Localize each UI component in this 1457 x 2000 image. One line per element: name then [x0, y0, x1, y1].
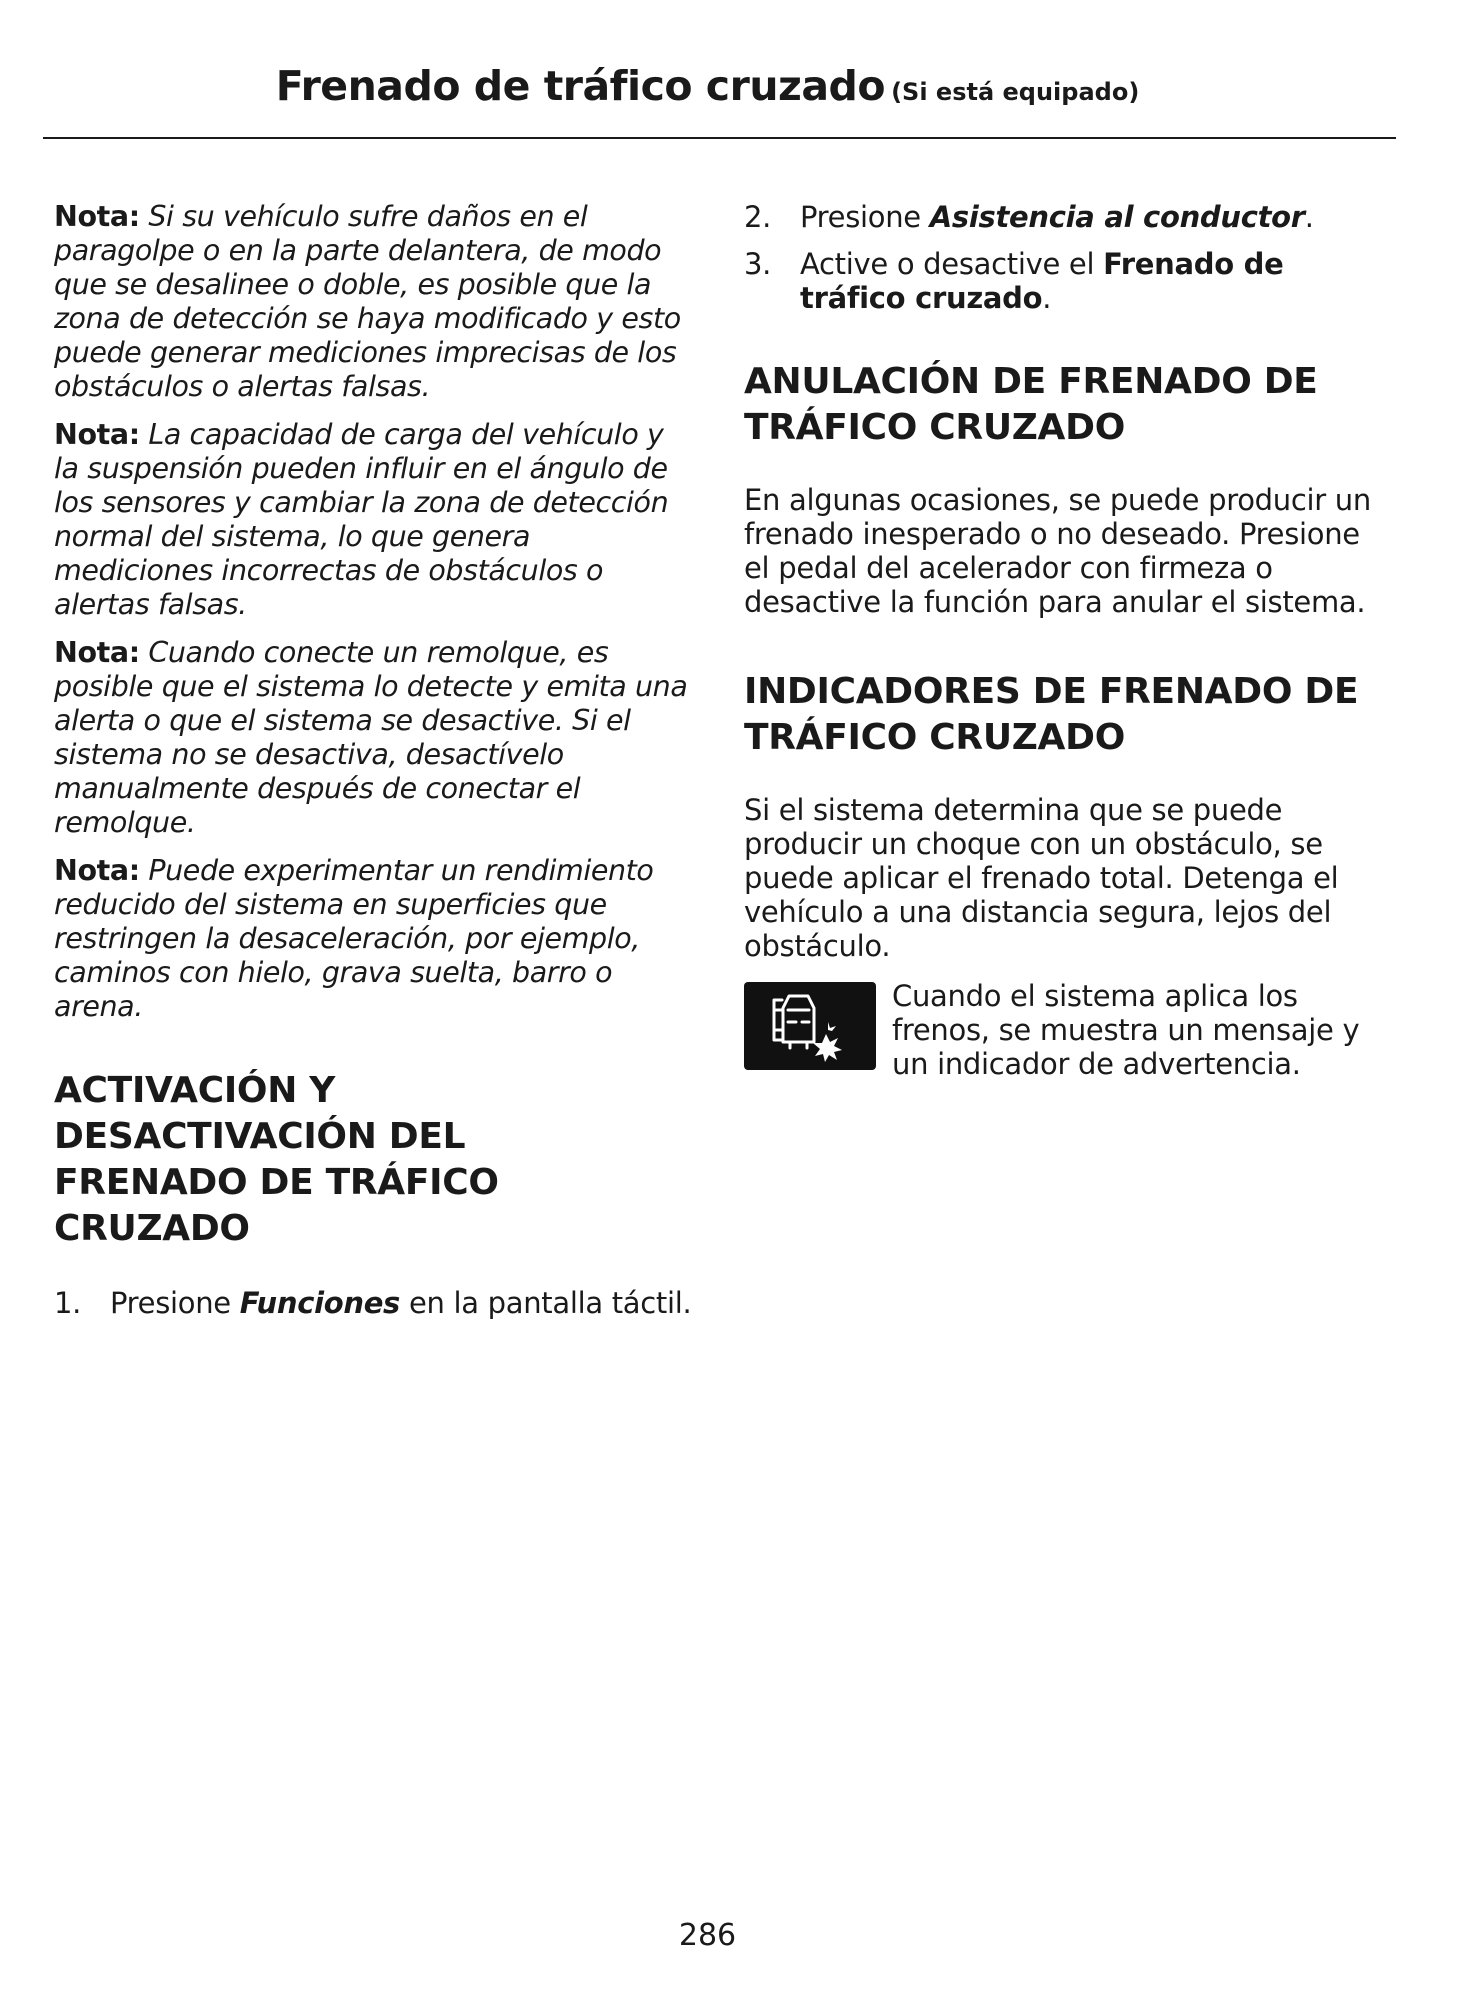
- step-text-post: en la pantalla táctil.: [400, 1286, 692, 1320]
- note-surfaces: [54, 854, 692, 1024]
- override-text: En algunas ocasiones, se puede producir un frenado inesperado o no deseado. Presione el pedal del acelerador con firmeza o desactive la función para anular el sistema.: [744, 483, 1371, 619]
- note-label: Nota:: [54, 636, 140, 669]
- note-damage: [54, 200, 692, 404]
- note-text: Si su vehículo sufre daños en el paragolpe o en la parte delantera, de modo que se desalinee o doble, es posible que la zona de detección se haya modificado y esto puede generar mediciones imprecisas de los obstáculos o alertas falsas.: [54, 200, 681, 403]
- step-text-pre: Active o desactive el: [800, 247, 1104, 281]
- step-text-post: .: [1042, 281, 1052, 315]
- page-subtitle: (Si está equipado): [891, 78, 1140, 106]
- left-column: [54, 200, 692, 1333]
- indicators-text: Si el sistema determina que se puede producir un choque con un obstáculo, se puede aplicar el frenado total. Detenga el vehículo a una distancia segura, lejos del obstáculo.: [744, 793, 1339, 963]
- cross-traffic-brake-warning-icon: [744, 982, 876, 1070]
- step-2: [744, 200, 1394, 234]
- step-3: [744, 247, 1394, 315]
- step-text-pre: Presione: [800, 200, 930, 234]
- note-text: Cuando conecte un remolque, es posible que el sistema lo detecte y emita una alerta o que el sistema se desactive. Si el sistema no se desactiva, desactívelo manualmente después de conectar el remolque.: [54, 636, 688, 839]
- page-title: Frenado de tráfico cruzado: [275, 62, 886, 110]
- note-label: Nota:: [54, 418, 140, 451]
- note-text: La capacidad de carga del vehículo y la suspensión pueden influir en el ángulo de los sensores y cambiar la zona de detección normal del sistema, lo que genera mediciones incorrectas de obstáculos o alertas falsas.: [54, 418, 669, 621]
- note-label: Nota:: [54, 854, 140, 887]
- step-number: 2.: [744, 200, 772, 234]
- step-emphasis: Frenado de tráfico cruzado: [800, 247, 1284, 315]
- heading-override: ANULACIÓN DE FRENADO DE TRÁFICO CRUZADO: [744, 361, 1318, 448]
- note-label: Nota:: [54, 200, 140, 233]
- step-text: [800, 247, 1394, 315]
- step-text: [800, 200, 1394, 234]
- step-1: [54, 1286, 692, 1320]
- page-header: [0, 62, 1415, 110]
- step-emphasis: Funciones: [239, 1286, 401, 1320]
- step-text-pre: Presione: [110, 1286, 240, 1320]
- step-emphasis: Asistencia al conductor: [929, 200, 1305, 234]
- indicator-row: [744, 979, 1394, 1081]
- step-number: 1.: [54, 1286, 82, 1320]
- note-load: [54, 418, 692, 622]
- note-text: Puede experimentar un rendimiento reducido del sistema en superficies que restringen la desaceleración, por ejemplo, caminos con hielo, grava suelta, barro o arena.: [54, 854, 654, 1023]
- step-text-post: .: [1304, 200, 1314, 234]
- cross-traffic-brake-warning-icon-graphic: [744, 982, 876, 1070]
- indicator-caption: Cuando el sistema aplica los frenos, se muestra un mensaje y un indicador de advertencia.: [892, 979, 1360, 1081]
- step-text: [110, 1286, 692, 1320]
- note-trailer: [54, 636, 692, 840]
- header-divider: [43, 137, 1396, 139]
- right-column: [744, 200, 1394, 1081]
- step-number: 3.: [744, 247, 772, 281]
- heading-indicators: INDICADORES DE FRENADO DE TRÁFICO CRUZADO: [744, 671, 1359, 758]
- heading-activation: ACTIVACIÓN Y DESACTIVACIÓN DEL FRENADO DE TRÁFICO CRUZADO: [54, 1070, 499, 1249]
- page-number: 286: [678, 1918, 737, 1953]
